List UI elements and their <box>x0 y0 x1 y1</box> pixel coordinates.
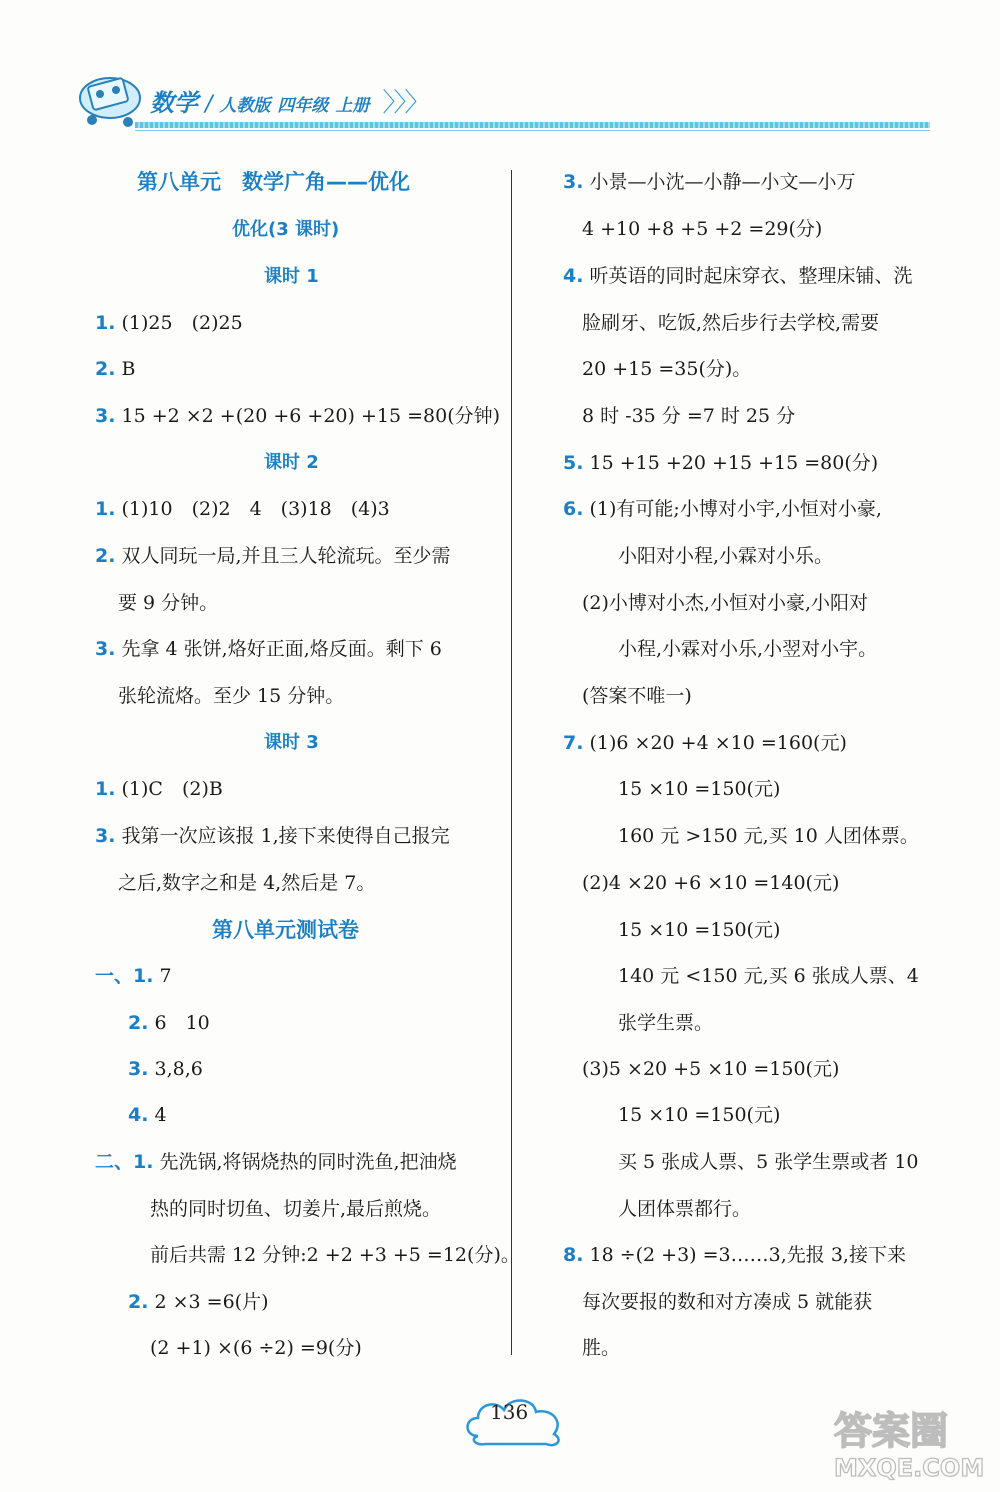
answer-continuation: 8 时 -35 分 =7 时 25 分 <box>582 405 796 427</box>
lesson-1-heading: 课时 1 <box>264 266 319 287</box>
watermark-text: 答案圈 <box>834 1409 949 1453</box>
answer-row <box>563 1243 906 1267</box>
question-number: 4. <box>563 265 584 287</box>
answer-text: (1)25 (2)25 <box>121 312 243 334</box>
book-character-logo <box>70 60 150 130</box>
answer-text: 小景—小沈—小静—小文—小万 <box>589 171 856 193</box>
question-number: 3. <box>95 405 116 427</box>
answer-row <box>128 1290 269 1314</box>
answer-text: 我第一次应该报 1,接下来使得自己报完 <box>121 825 450 847</box>
answer-continuation: 160 元 >150 元,买 10 人团体票。 <box>618 825 919 847</box>
answer-continuation: (2)小博对小杰,小恒对小豪,小阳对 <box>582 592 868 614</box>
watermark-logo <box>830 1400 990 1482</box>
part-label: 一、 <box>95 965 134 987</box>
answer-continuation: 小阳对小程,小霖对小乐。 <box>618 545 834 567</box>
header-edition: 人教版 <box>219 96 271 116</box>
answer-text: B <box>121 358 136 380</box>
question-number: 6. <box>563 498 584 520</box>
answer-continuation: (2)4 ×20 +6 ×10 =140(元) <box>582 872 840 894</box>
answer-continuation: 140 元 <150 元,买 6 张成人票、4 <box>618 965 919 987</box>
answer-text: 先拿 4 张饼,烙好正面,烙反面。剩下 6 <box>121 638 442 660</box>
answer-continuation: 15 ×10 =150(元) <box>618 1104 781 1126</box>
answer-continuation: 之后,数字之和是 4,然后是 7。 <box>118 872 376 894</box>
answer-continuation: 胜。 <box>582 1337 621 1359</box>
answer-continuation: 15 ×10 =150(元) <box>618 778 781 800</box>
question-number: 8. <box>563 1244 584 1266</box>
page-number: 136 <box>490 1400 529 1424</box>
answer-row <box>95 357 135 381</box>
answer-text: 听英语的同时起床穿衣、整理床铺、洗 <box>589 265 913 287</box>
answer-continuation: 小程,小霖对小乐,小翌对小宇。 <box>618 638 878 660</box>
answer-continuation: 买 5 张成人票、5 张学生票或者 10 <box>618 1151 919 1173</box>
answer-continuation: 脸刷牙、吃饭,然后步行去学校,需要 <box>582 312 880 334</box>
answer-text: 7 <box>159 965 172 987</box>
question-number: 2. <box>128 1012 149 1034</box>
header-title <box>150 82 428 119</box>
question-number: 1. <box>95 778 116 800</box>
question-number: 2. <box>95 358 116 380</box>
answer-row <box>95 824 450 848</box>
question-number: 1. <box>133 1151 154 1173</box>
header-rule-thin <box>135 130 930 131</box>
unit-title: 第八单元 数学广角——优化 <box>137 170 410 194</box>
answer-continuation: 热的同时切鱼、切姜片,最后煎烧。 <box>150 1198 442 1220</box>
part-label: 二、 <box>95 1151 134 1173</box>
answer-row <box>95 544 451 568</box>
header-slash: / <box>205 92 213 117</box>
answer-row <box>563 451 878 475</box>
answer-row <box>128 1057 203 1081</box>
question-number: 1. <box>95 312 116 334</box>
answer-continuation: 4 +10 +8 +5 +2 =29(分) <box>582 218 823 240</box>
question-number: 3. <box>95 825 116 847</box>
header-volume: 上册 <box>335 96 370 116</box>
answer-row <box>95 964 172 988</box>
answer-text: 18 ÷(2 +3) =3……3,先报 3,接下来 <box>589 1244 906 1266</box>
answer-text: 4 <box>154 1104 167 1126</box>
watermark-url: MXQE.COM <box>834 1454 985 1482</box>
answer-row <box>95 497 390 521</box>
question-number: 4. <box>128 1104 149 1126</box>
answer-continuation: 每次要报的数和对方凑成 5 就能获 <box>582 1291 873 1313</box>
answer-text: 15 +2 ×2 +(20 +6 +20) +15 =80(分钟) <box>121 405 501 427</box>
answer-text: 先洗锅,将锅烧热的同时洗鱼,把油烧 <box>159 1151 457 1173</box>
page-header <box>0 0 1000 140</box>
question-number: 3. <box>128 1058 149 1080</box>
test-title: 第八单元测试卷 <box>212 918 359 942</box>
question-number: 3. <box>563 171 584 193</box>
header-rule <box>135 122 930 128</box>
answer-continuation: 前后共需 12 分钟:2 +2 +3 +5 =12(分)。 <box>150 1244 520 1266</box>
answer-text: 3,8,6 <box>154 1058 203 1080</box>
answer-continuation: 15 ×10 =150(元) <box>618 919 781 941</box>
answer-text: 15 +15 +20 +15 +15 =80(分) <box>589 452 879 474</box>
lesson-3-heading: 课时 3 <box>264 732 319 753</box>
answer-row <box>95 311 243 335</box>
question-number: 1. <box>95 498 116 520</box>
answer-row <box>95 1150 457 1174</box>
header-grade: 四年级 <box>277 96 329 116</box>
answer-row <box>128 1011 210 1035</box>
answer-row <box>563 170 856 194</box>
question-number: 7. <box>563 732 584 754</box>
answer-row <box>95 637 442 661</box>
chevron-right-icon: 〉〉〉 <box>382 88 429 118</box>
column-divider <box>511 170 512 1355</box>
answer-text: 6 10 <box>154 1012 210 1034</box>
header-subject: 数学 <box>150 89 198 117</box>
answer-text: (1)有可能;小博对小宇,小恒对小豪, <box>589 498 882 520</box>
answer-row <box>95 777 223 801</box>
answer-row <box>563 264 913 288</box>
answer-continuation: (3)5 ×20 +5 ×10 =150(元) <box>582 1058 840 1080</box>
answer-text: 双人同玩一局,并且三人轮流玩。至少需 <box>121 545 451 567</box>
answer-continuation: 张轮流烙。至少 15 分钟。 <box>118 685 345 707</box>
answer-continuation: 20 +15 =35(分)。 <box>582 358 752 380</box>
answer-continuation: (2 +1) ×(6 ÷2) =9(分) <box>150 1337 362 1359</box>
answer-text: (1)10 (2)2 4 (3)18 (4)3 <box>121 498 390 520</box>
answer-continuation: (答案不唯一) <box>582 685 692 707</box>
answer-text: (1)6 ×20 +4 ×10 =160(元) <box>589 732 847 754</box>
answer-continuation: 要 9 分钟。 <box>118 592 219 614</box>
answer-row <box>563 731 847 755</box>
question-number: 3. <box>95 638 116 660</box>
answer-row <box>95 404 500 428</box>
answer-continuation: 张学生票。 <box>618 1012 714 1034</box>
answer-text: (1)C (2)B <box>121 778 223 800</box>
answer-row <box>128 1103 167 1127</box>
answer-text: 2 ×3 =6(片) <box>154 1291 269 1313</box>
lesson-2-heading: 课时 2 <box>264 452 319 473</box>
question-number: 2. <box>128 1291 149 1313</box>
question-number: 5. <box>563 452 584 474</box>
answer-row <box>563 497 882 521</box>
question-number: 2. <box>95 545 116 567</box>
answer-continuation: 人团体票都行。 <box>618 1198 752 1220</box>
question-number: 1. <box>133 965 154 987</box>
section-title: 优化(3 课时) <box>232 219 340 240</box>
